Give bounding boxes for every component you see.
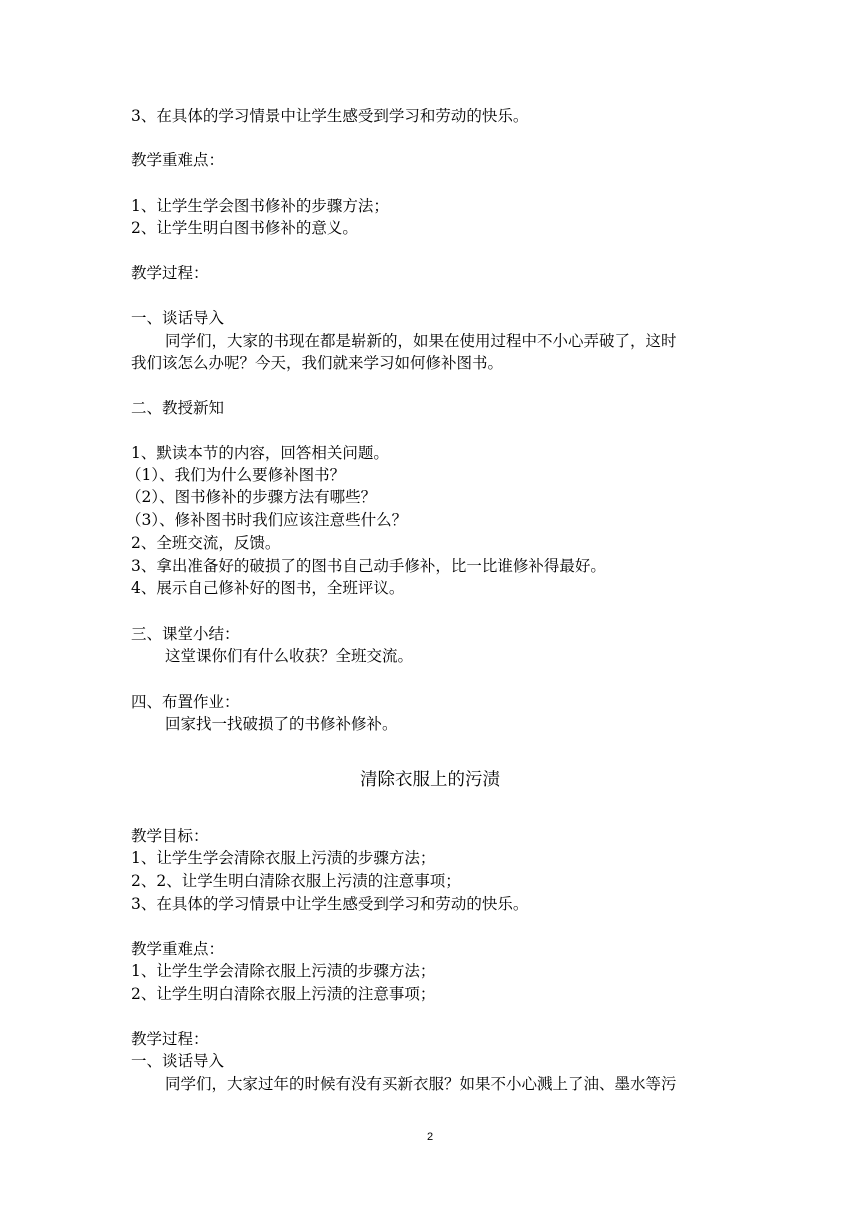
goals-label: 教学目标： bbox=[131, 827, 209, 845]
page-number: 2 bbox=[426, 1131, 434, 1143]
question-3: （3）、修补图书时我们应该注意些什么？ bbox=[126, 511, 408, 529]
key-points-label: 教学重难点： bbox=[131, 940, 225, 958]
key-point-2: 2、让学生明白清除衣服上污渍的注意事项； bbox=[131, 985, 436, 1003]
goal-2: 2、2、让学生明白清除衣服上污渍的注意事项； bbox=[131, 872, 461, 890]
key-point-2: 2、让学生明白图书修补的意义。 bbox=[131, 219, 358, 237]
part3-title: 三、课堂小结： bbox=[131, 625, 240, 643]
part1-paragraph-line: 我们该怎么办呢？今天，我们就来学习如何修补图书。 bbox=[131, 354, 504, 372]
step-3: 3、拿出准备好的破损了的图书自己动手修补，比一比谁修补得最好。 bbox=[131, 557, 606, 575]
goal-1: 1、让学生学会清除衣服上污渍的步骤方法； bbox=[131, 849, 436, 867]
lesson-title: 清除衣服上的污渍 bbox=[360, 770, 500, 790]
step-1: 1、默读本节的内容，回答相关问题。 bbox=[131, 444, 389, 462]
key-point-1: 1、让学生学会清除衣服上污渍的步骤方法； bbox=[131, 962, 436, 980]
part4-text: 回家找一找破损了的书修补修补。 bbox=[165, 715, 398, 733]
part3-text: 这堂课你们有什么收获？全班交流。 bbox=[165, 647, 414, 665]
question-1: （1）、我们为什么要修补图书？ bbox=[126, 466, 346, 484]
process-label: 教学过程： bbox=[131, 264, 209, 282]
part2-title: 二、教授新知 bbox=[131, 399, 225, 417]
question-2: （2）、图书修补的步骤方法有哪些？ bbox=[126, 488, 377, 506]
key-points-label: 教学重难点： bbox=[131, 151, 225, 169]
step-2: 2、全班交流，反馈。 bbox=[131, 534, 281, 552]
part1-paragraph-line: 同学们，大家的书现在都是崭新的，如果在使用过程中不小心弄破了，这时 bbox=[165, 332, 677, 350]
process-label: 教学过程： bbox=[131, 1030, 209, 1048]
part1-title: 一、谈话导入 bbox=[131, 309, 225, 327]
step-4: 4、展示自己修补好的图书，全班评议。 bbox=[131, 579, 405, 597]
key-point-1: 1、让学生学会图书修补的步骤方法； bbox=[131, 197, 389, 215]
part1-title: 一、谈话导入 bbox=[131, 1052, 225, 1070]
goal-3: 3、在具体的学习情景中让学生感受到学习和劳动的快乐。 bbox=[131, 107, 529, 125]
part4-title: 四、布置作业： bbox=[131, 693, 240, 711]
goal-3: 3、在具体的学习情景中让学生感受到学习和劳动的快乐。 bbox=[131, 895, 529, 913]
part1-paragraph-line: 同学们，大家过年的时候有没有买新衣服？如果不小心溅上了油、墨水等污 bbox=[165, 1075, 677, 1093]
